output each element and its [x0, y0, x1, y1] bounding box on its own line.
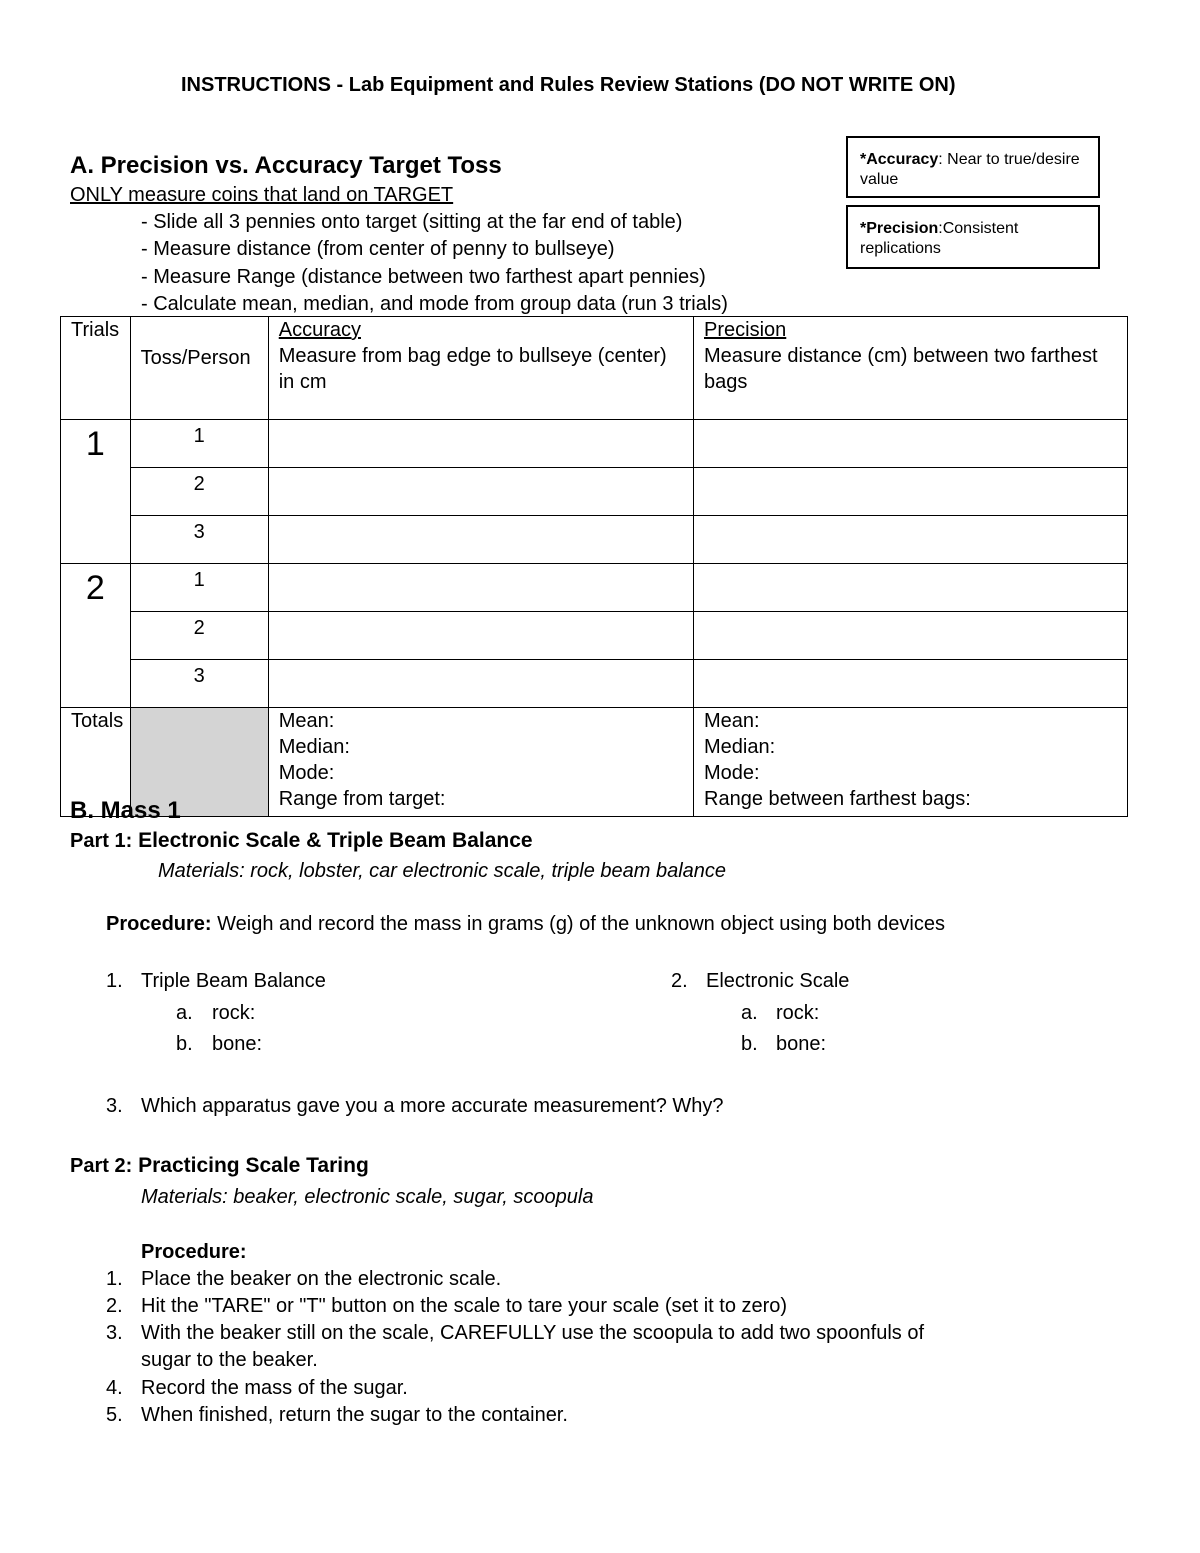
part2-procedure-label: Procedure: [141, 1241, 247, 1263]
precision-column-title: Precision [704, 319, 787, 341]
section-a-step: - Slide all 3 pennies onto target (sitting at the far end of table) [141, 211, 683, 233]
accuracy-cell[interactable] [268, 468, 693, 516]
accuracy-definition-box [846, 136, 1100, 198]
section-a-step: - Measure Range (distance between two farthest apart pennies) [141, 266, 706, 288]
section-a-step: - Measure distance (from center of penny to bullseye) [141, 238, 615, 260]
table-row [61, 564, 1128, 612]
precision-definition-box [846, 205, 1100, 269]
part1-procedure-text: Weigh and record the mass in grams (g) of the unknown object using both devices [211, 913, 945, 935]
step-text: Place the beaker on the electronic scale. [141, 1268, 502, 1290]
table-row [61, 468, 1128, 516]
precision-cell[interactable] [694, 660, 1128, 708]
step-number: 1. [106, 1268, 123, 1290]
q2a-letter: a. [741, 1002, 758, 1024]
precision-definition: :Consistent replications [860, 220, 1019, 257]
q1a-letter: a. [176, 1002, 193, 1024]
q2b-letter: b. [741, 1033, 758, 1055]
q1b-letter: b. [176, 1033, 193, 1055]
toss-number: 1 [130, 420, 268, 468]
step-number: 2. [106, 1295, 123, 1317]
part2-title: Practicing Scale Taring [132, 1154, 369, 1177]
accuracy-cell[interactable] [268, 564, 693, 612]
part2-label: Part 2: [70, 1155, 133, 1177]
toss-number: 1 [130, 564, 268, 612]
toss-number: 3 [130, 516, 268, 564]
step-number: 4. [106, 1377, 123, 1399]
step-text: Record the mass of the sugar. [141, 1377, 408, 1399]
totals-accuracy-mode: Mode: [278, 762, 335, 784]
header-toss-person: Toss/Person [130, 317, 268, 420]
header-trials: Trials [61, 317, 131, 420]
part1-procedure-label: Procedure: [106, 913, 212, 935]
header-accuracy [268, 317, 693, 420]
step-text-continued: sugar to the beaker. [141, 1349, 318, 1371]
accuracy-cell[interactable] [268, 612, 693, 660]
totals-label: Totals [61, 708, 131, 817]
section-b-heading: B. Mass 1 [70, 797, 181, 824]
accuracy-cell[interactable] [268, 516, 693, 564]
totals-accuracy-mean: Mean: [278, 710, 335, 732]
accuracy-cell[interactable] [268, 660, 693, 708]
q3-text: Which apparatus gave you a more accurate measurement? Why? [141, 1095, 724, 1117]
precision-cell[interactable] [694, 564, 1128, 612]
step-text: With the beaker still on the scale, CAREFULLY use the scoopula to add two spoonfuls of [141, 1322, 925, 1344]
q2a-text: rock: [776, 1002, 820, 1024]
q1a-text: rock: [212, 1002, 256, 1024]
toss-number: 2 [130, 612, 268, 660]
q2b-text: bone: [776, 1033, 827, 1055]
q1-text: Triple Beam Balance [141, 970, 326, 992]
table-row [61, 516, 1128, 564]
totals-accuracy-range: Range from target: [278, 788, 446, 810]
section-a-note: ONLY measure coins that land on TARGET [70, 184, 454, 206]
totals-row [61, 708, 1128, 817]
q2-text: Electronic Scale [706, 970, 850, 992]
accuracy-column-title: Accuracy [278, 319, 361, 341]
accuracy-term: *Accuracy [860, 151, 939, 168]
section-a-heading: A. Precision vs. Accuracy Target Toss [70, 152, 502, 179]
precision-cell[interactable] [694, 612, 1128, 660]
target-toss-table [60, 316, 1128, 817]
part1-heading [70, 828, 533, 854]
q1b-text: bone: [212, 1033, 263, 1055]
part1-title: Electronic Scale & Triple Beam Balance [132, 829, 533, 852]
q3-number: 3. [106, 1095, 123, 1117]
precision-cell[interactable] [694, 420, 1128, 468]
step-text: Hit the "TARE" or "T" button on the scale to tare your scale (set it to zero) [141, 1295, 788, 1317]
totals-precision-cell [694, 708, 1128, 817]
part1-procedure [106, 911, 945, 937]
part1-materials: Materials: rock, lobster, car electronic scale, triple beam balance [158, 860, 727, 882]
part1-label: Part 1: [70, 830, 133, 852]
precision-cell[interactable] [694, 516, 1128, 564]
totals-precision-median: Median: [704, 736, 776, 758]
table-row [61, 660, 1128, 708]
section-a-step: - Calculate mean, median, and mode from group data (run 3 trials) [141, 293, 728, 315]
q2-number: 2. [671, 970, 688, 992]
totals-accuracy-cell [268, 708, 693, 817]
accuracy-column-description: Measure from bag edge to bullseye (center) in cm [278, 345, 667, 393]
step-number: 5. [106, 1404, 123, 1426]
precision-term: *Precision [860, 220, 939, 237]
q1-number: 1. [106, 970, 123, 992]
totals-precision-mode: Mode: [704, 762, 760, 784]
toss-number: 3 [130, 660, 268, 708]
toss-number: 2 [130, 468, 268, 516]
step-number: 3. [106, 1322, 123, 1344]
accuracy-cell[interactable] [268, 420, 693, 468]
accuracy-definition: : Near to true/desire value [860, 151, 1080, 188]
totals-precision-range: Range between farthest bags: [704, 788, 971, 810]
trial-number: 2 [61, 564, 131, 708]
part2-heading [70, 1153, 369, 1179]
totals-accuracy-median: Median: [278, 736, 350, 758]
trial-number: 1 [61, 420, 131, 564]
page-title: INSTRUCTIONS - Lab Equipment and Rules Review Stations (DO NOT WRITE ON) [181, 74, 956, 96]
part2-materials: Materials: beaker, electronic scale, sugar, scoopula [141, 1186, 594, 1208]
step-text: When finished, return the sugar to the container. [141, 1404, 568, 1426]
table-header-row [61, 317, 1128, 420]
header-precision [694, 317, 1128, 420]
precision-cell[interactable] [694, 468, 1128, 516]
table-row [61, 420, 1128, 468]
totals-precision-mean: Mean: [704, 710, 760, 732]
precision-column-description: Measure distance (cm) between two farthest bags [704, 345, 1098, 393]
table-row [61, 612, 1128, 660]
